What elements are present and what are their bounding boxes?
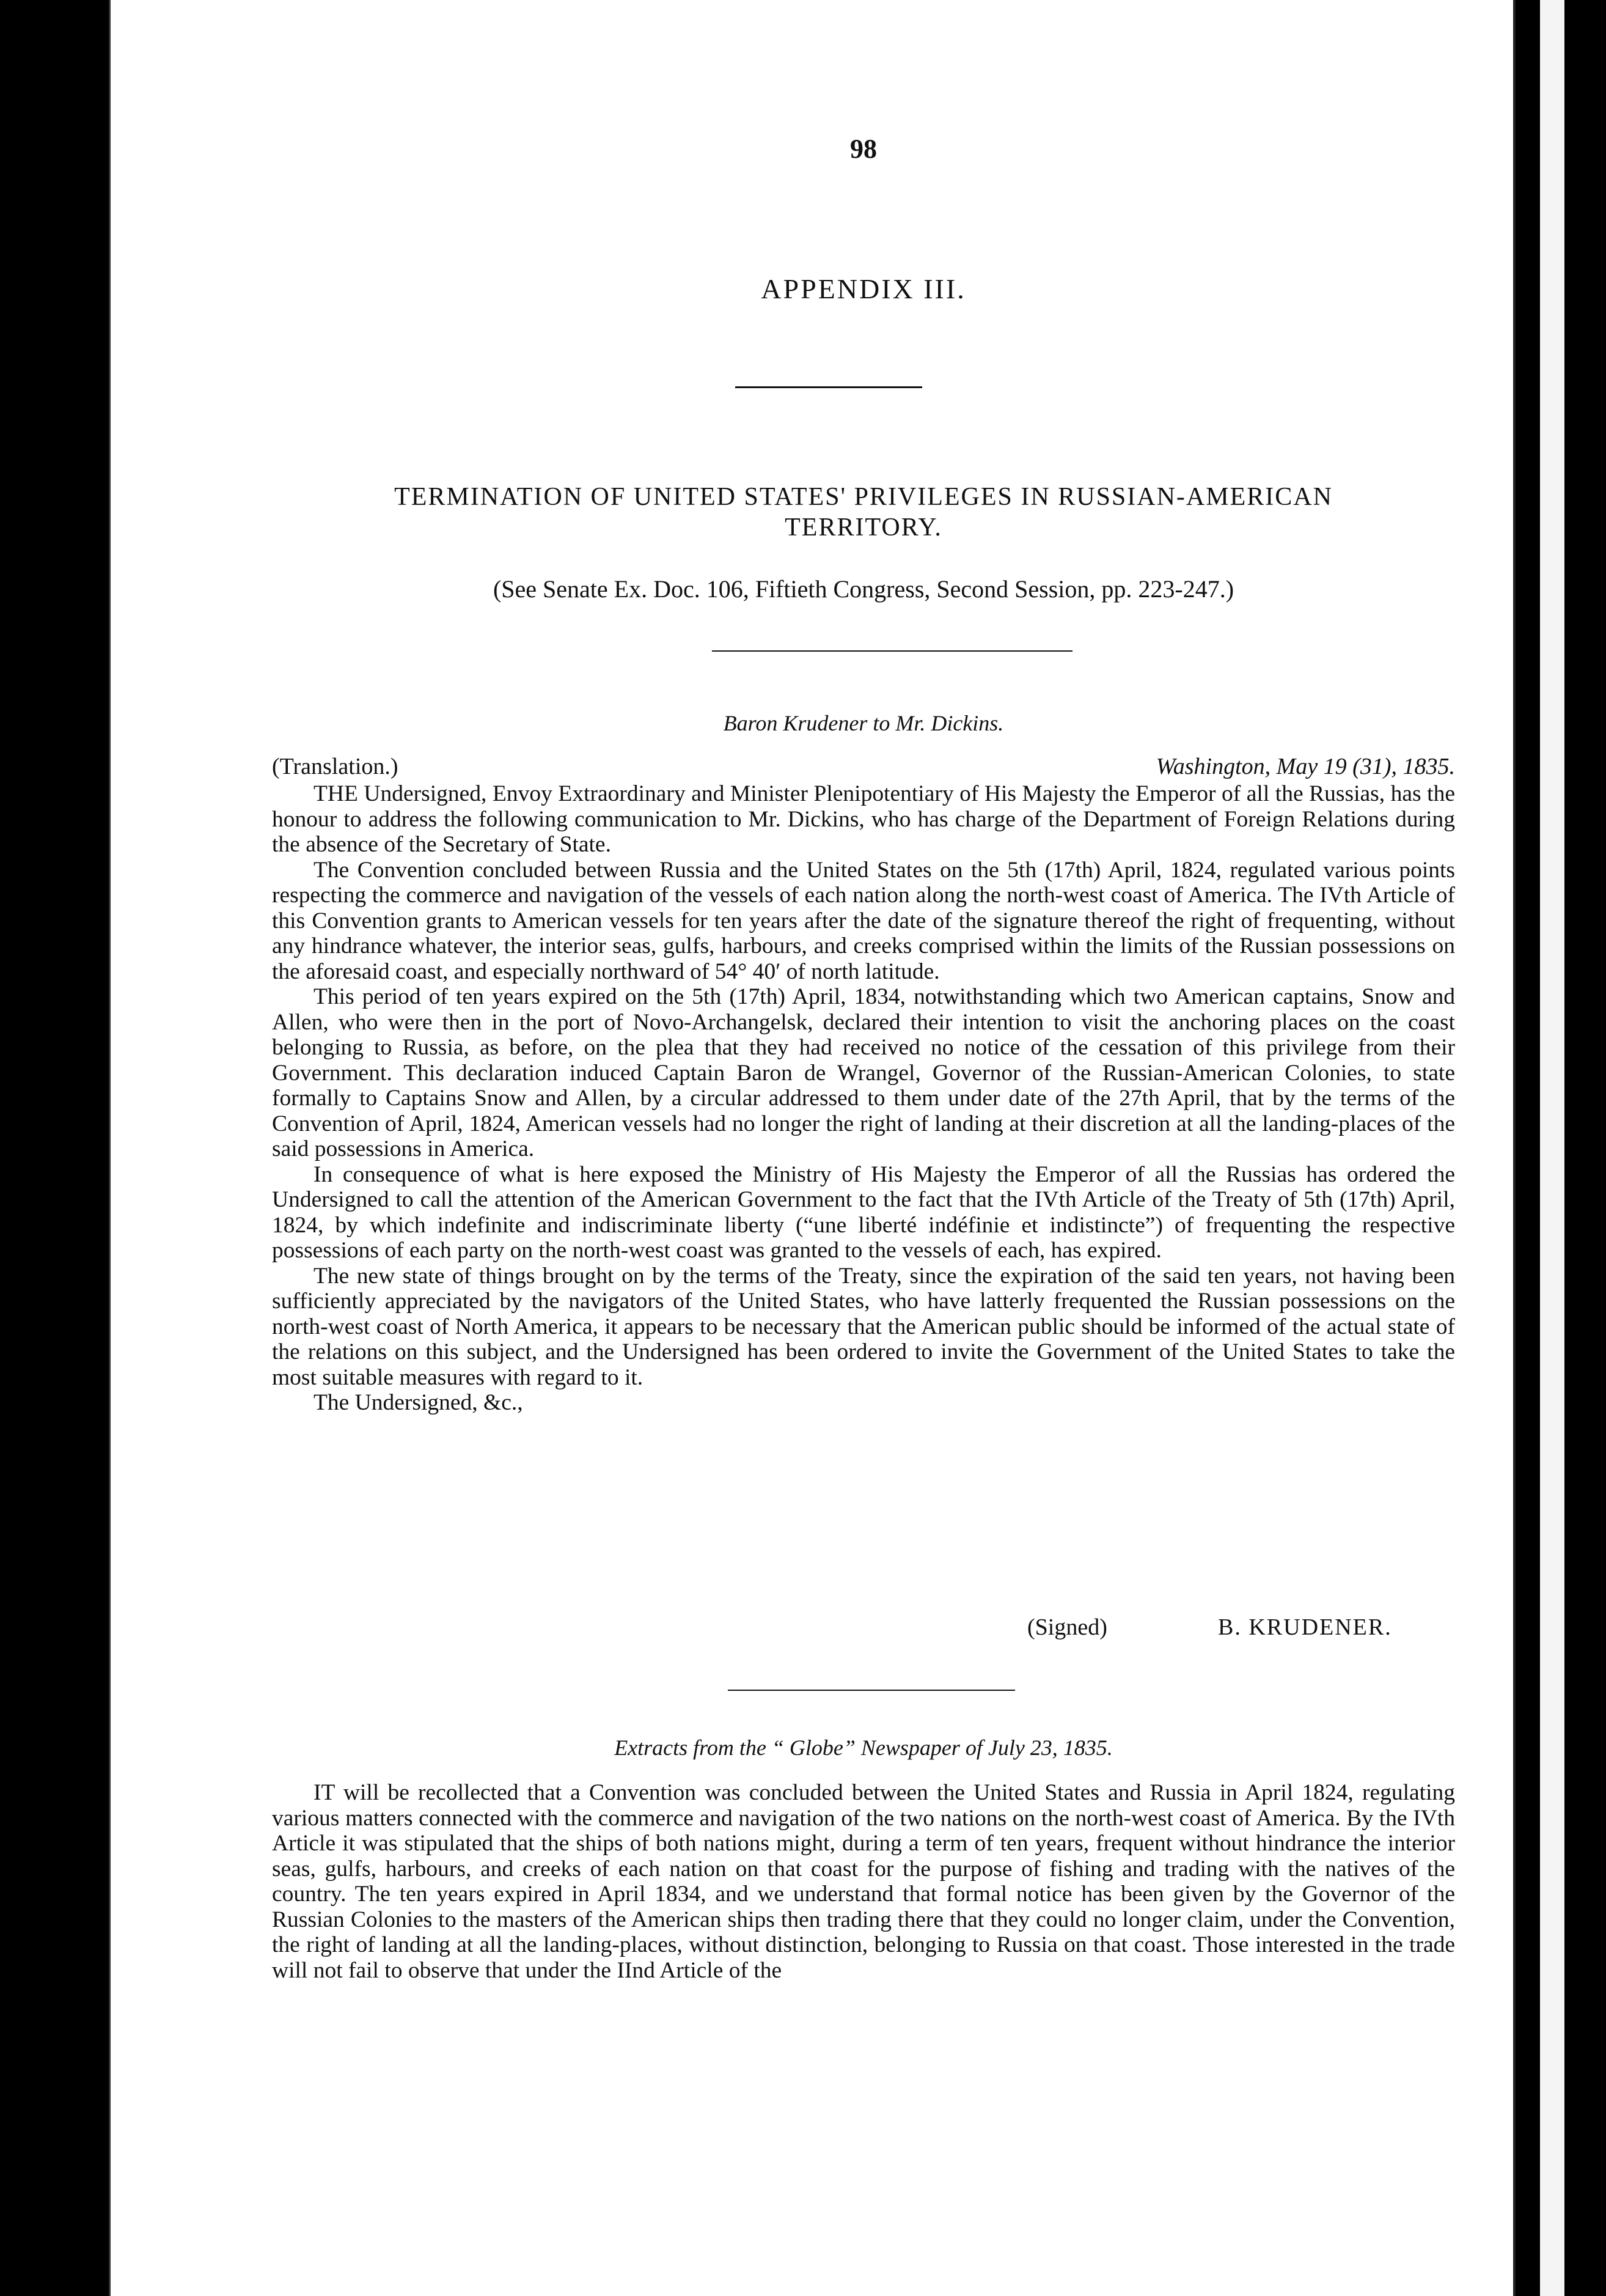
main-title: TERMINATION OF UNITED STATES' PRIVILEGES IN RUSSIAN-AMERICAN TERRITORY. [394, 483, 1333, 542]
page-number: 98 [850, 134, 877, 164]
document-reference: (See Senate Ex. Doc. 106, Fiftieth Congress, Second Session, pp. 223-247.) [493, 575, 1234, 603]
letter-paragraph: In consequence of what is here exposed the Ministry of His Majesty the Emperor of all the Russias has ordered the Undersigned to call the attention of the American Government to the fact that the IVth Article of the Treaty of 5th (17th) April, 1824, by which indefinite and indiscriminate liberty (“une liberté indéfinie et indistincte”) of frequenting the respective possessions of each party on the north-west coast was granted to the vessels of each, has expired. [272, 1161, 1455, 1263]
letter-dateline: Washington, May 19 (31), 1835. [1156, 754, 1455, 779]
letter-paragraph: The Undersigned, &c., [314, 1390, 523, 1415]
signed-label: (Signed) [1027, 1614, 1107, 1640]
next-page-edge [1540, 0, 1564, 2296]
letter-body [272, 781, 1455, 1416]
extract-paragraph: IT will be recollected that a Convention was concluded between the United States and Russia in April 1824, regulating various matters connected with the commerce and navigation of the two nations on the north-west coast of America. By the IVth Article it was stipulated that the ships of both nations might, during a term of ten years, frequent without hindrance the interior seas, gulfs, harbours, and creeks of each nation on that coast for the purpose of fishing and trading with the natives of the country. The ten years expired in April 1834, and we understand that formal notice has been given by the Governor of the Russian Colonies to the masters of the American ships then trading there that they could no longer claim, under the Convention, the right of landing at all the landing-places, without distinction, belonging to Russia on that coast. Those interested in the trade will not fail to observe that under the IInd Article of the [272, 1780, 1455, 1983]
letter-paragraph: The Convention concluded between Russia and the United States on the 5th (17th) April, 1824, regulated various points respecting the commerce and navigation of the vessels of each nation along the north-west coast of America. The IVth Article of this Convention grants to American vessels for ten years after the date of the signature thereof the right of frequenting, without any hindrance whatever, the interior seas, gulfs, harbours, and creeks comprised within the limits of the Russian possessions on the aforesaid coast, and especially northward of 54° 40′ of north latitude. [272, 857, 1455, 984]
document-page [109, 0, 1516, 2296]
extract-heading: Extracts from the “ Globe” Newspaper of July 23, 1835. [614, 1735, 1113, 1760]
divider-rule [728, 1690, 1015, 1691]
signer-name: B. KRUDENER. [1218, 1614, 1392, 1640]
scan-border-left [0, 0, 109, 2296]
page-content [272, 0, 1455, 2296]
translation-note: (Translation.) [272, 754, 398, 779]
letter-dateline-row [272, 753, 1455, 780]
divider-rule [735, 386, 922, 388]
appendix-title: APPENDIX III. [761, 273, 966, 304]
letter-paragraph: THE Undersigned, Envoy Extraordinary and Minister Plenipotentiary of His Majesty the Emperor of all the Russias, has the honour to address the following communication to Mr. Dickins, who has charge of the Department of Foreign Relations during the absence of the Secretary of State. [272, 781, 1455, 857]
letter-paragraph: This period of ten years expired on the 5th (17th) April, 1834, notwithstanding which two American captains, Snow and Allen, who were then in the port of Novo-Archangelsk, declared their intention to visit the anchoring places on the coast belonging to Russia, as before, on the plea that they had received no notice of the cessation of this privilege from their Government. This declaration induced Captain Baron de Wrangel, Governor of the Russian-American Colonies, to state formally to Captains Snow and Allen, by a circular addressed to them under date of the 27th April, that by the terms of the Convention of April, 1824, American vessels had no longer the right of landing at their discretion at all the landing-places of the said possessions in America. [272, 984, 1455, 1161]
letter-heading: Baron Krudener to Mr. Dickins. [723, 711, 1004, 735]
divider-rule [712, 650, 1072, 652]
extract-body [272, 1780, 1455, 1983]
letter-paragraph: The new state of things brought on by the terms of the Treaty, since the expiration of the said ten years, not having been sufficiently appreciated by the navigators of the United States, who have latterly frequented the Russian possessions on the north-west coast of North America, it appears to be necessary that the American public should be informed of the actual state of the relations on this subject, and the Undersigned has been ordered to invite the Government of the United States to take the most suitable measures with regard to it. [272, 1263, 1455, 1390]
